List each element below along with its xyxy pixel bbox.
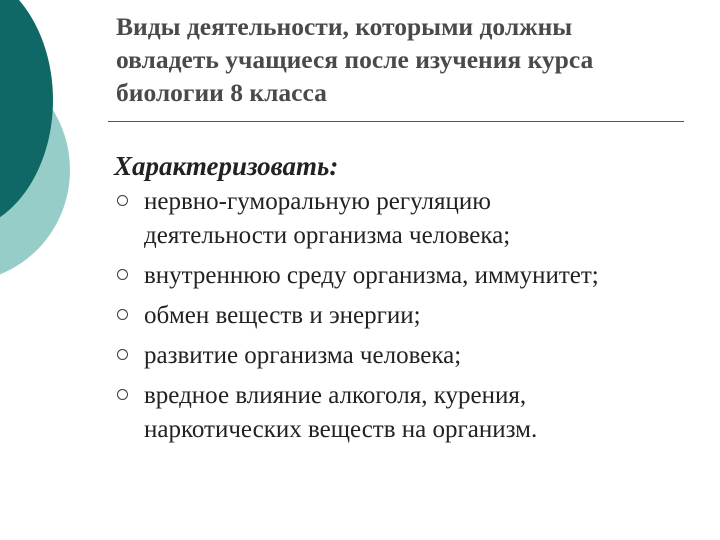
slide-title [116,10,696,109]
title-divider [108,121,684,122]
item-text: вредное влияние алкоголя, курения, [144,382,527,409]
slide-body [114,149,714,453]
circle-bullet-icon [117,309,128,320]
item-text: деятельности организма человека; [144,222,511,249]
circle-bullet-icon [117,195,128,206]
circle-bullet-icon [117,269,128,280]
list-item [114,259,714,293]
bullet-list [114,185,714,447]
item-text: развитие организма человека; [144,342,462,369]
list-item [114,339,714,373]
title-line: Виды деятельности, которыми должны [116,12,573,41]
item-text: нервно-гуморальную регуляцию [144,188,491,215]
list-item [114,185,714,253]
item-text: обмен веществ и энергии; [144,302,421,329]
item-text: наркотических веществ на организм. [144,416,538,443]
section-heading: Характеризовать: [114,151,339,181]
title-line: биологии 8 класса [116,78,327,107]
title-line: овладеть учащиеся после изучения курса [116,45,594,74]
circle-bullet-icon [117,349,128,360]
item-text: внутреннюю среду организма, иммунитет; [144,262,599,289]
decorative-circles [0,0,90,300]
circle-bullet-icon [117,389,128,400]
list-item [114,299,714,333]
list-item [114,379,714,447]
